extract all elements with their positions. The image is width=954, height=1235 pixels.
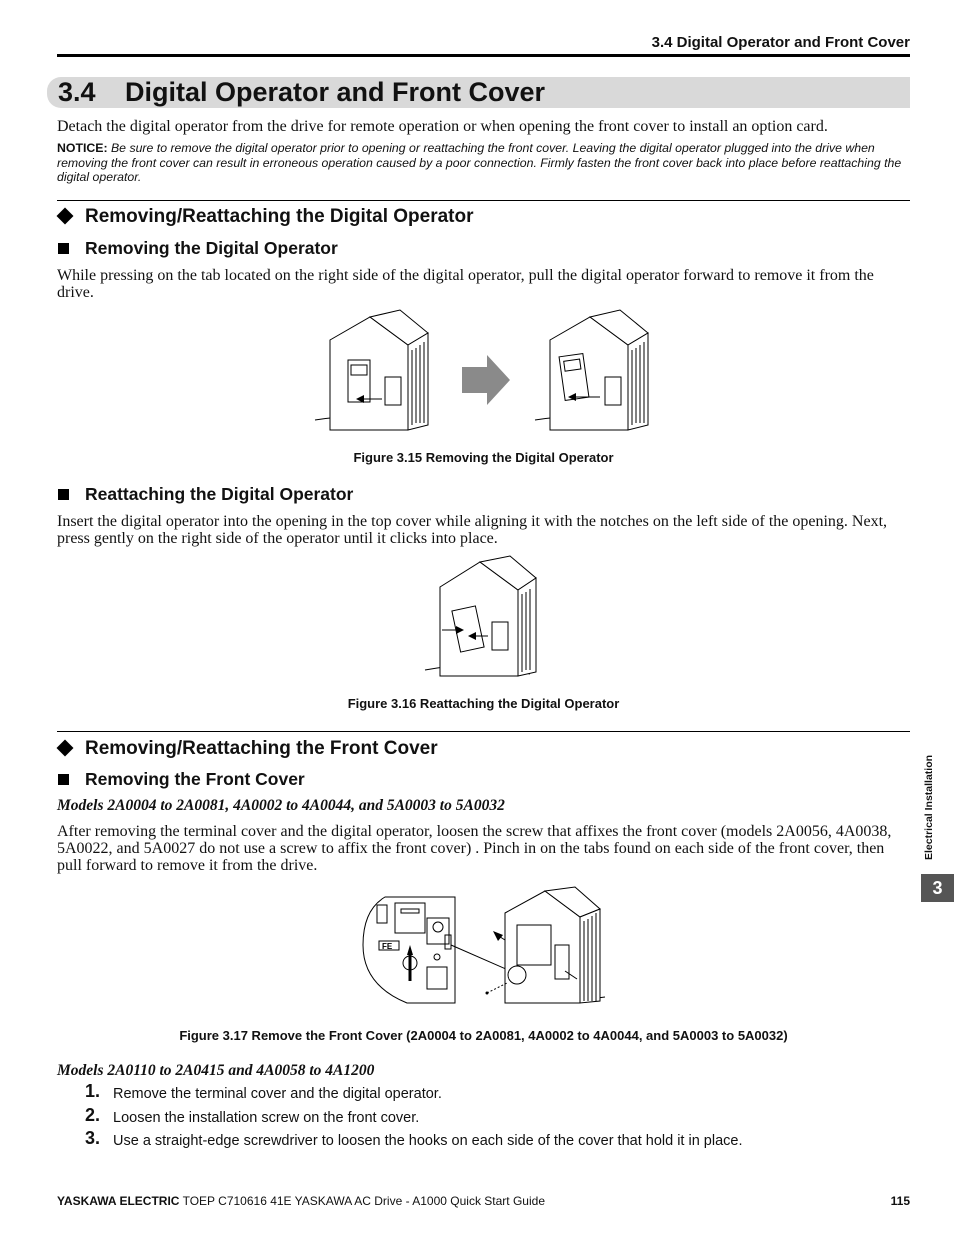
heading-removing-cover bbox=[57, 769, 305, 789]
square-bullet-icon bbox=[58, 774, 69, 785]
square-bullet-icon bbox=[58, 243, 69, 254]
removing-operator-paragraph: While pressing on the tab located on the right side of the digital operator, pull the digital operator forward to remove it from the drive. bbox=[57, 267, 874, 301]
step-item bbox=[85, 1128, 885, 1150]
step-item bbox=[85, 1081, 885, 1103]
figure-3-16-caption: Figure 3.16 Reattaching the Digital Operator bbox=[347, 696, 620, 711]
step-number: 3. bbox=[85, 1128, 101, 1148]
notice-text: Be sure to remove the digital operator prior to opening or reattaching the front cover. Leaving the digital operator plugged into the drive when removing the front cover can result in erroneous operation caused by a poor connection. Firmly fasten the front cover back into place before reattaching the digital operator. bbox=[57, 141, 902, 184]
heading-removing-reattaching-cover bbox=[57, 738, 438, 760]
drive-front-cover bbox=[486, 887, 606, 1003]
figure-3-15-illustration bbox=[310, 305, 660, 435]
step-number: 2. bbox=[85, 1105, 101, 1125]
heading-text: Removing the Front Cover bbox=[85, 769, 305, 789]
drive-before-removal bbox=[315, 310, 428, 430]
drive-after-removal bbox=[535, 310, 648, 430]
removing-cover-paragraph: After removing the terminal cover and the digital operator, loosen the screw that affixes the front cover (models 2A0056, 4A0038, 5A0022, and 5A0027 do not use a screw to affix the front cover) . Pinch in on the tabs found on each side of the front cover, then pull forward to remove it from the drive. bbox=[57, 823, 892, 874]
diamond-bullet-icon bbox=[57, 207, 74, 224]
header-rule bbox=[57, 54, 910, 57]
figure-3-16-illustration bbox=[420, 552, 540, 682]
heading-text: Removing the Digital Operator bbox=[85, 238, 338, 258]
page-number: 115 bbox=[890, 1194, 910, 1208]
side-tab-label: Electrical Installation bbox=[923, 754, 935, 860]
cover-detail-inset bbox=[363, 897, 455, 1003]
heading-text: Removing/Reattaching the Front Cover bbox=[85, 738, 438, 759]
section-title bbox=[58, 77, 545, 108]
diamond-bullet-icon bbox=[57, 739, 74, 756]
page-footer bbox=[57, 1194, 910, 1208]
heading-reattaching-operator bbox=[57, 484, 353, 504]
figure-3-17-illustration bbox=[355, 885, 615, 1010]
step-text: Remove the terminal cover and the digital operator. bbox=[113, 1086, 442, 1102]
models-heading-a: Models 2A0004 to 2A0081, 4A0002 to 4A0044, and 5A0003 to 5A0032 bbox=[57, 797, 505, 814]
step-item bbox=[85, 1105, 885, 1127]
heading-text: Reattaching the Digital Operator bbox=[85, 484, 354, 504]
arrow-right-icon bbox=[462, 355, 510, 405]
chapter-number-tab: 3 bbox=[921, 874, 954, 902]
square-bullet-icon bbox=[58, 489, 69, 500]
step-text: Loosen the installation screw on the front cover. bbox=[113, 1110, 420, 1126]
heading-text: Removing/Reattaching the Digital Operator bbox=[85, 206, 474, 227]
step-text: Use a straight-edge screwdriver to loosen the hooks on each side of the cover that hold it in place. bbox=[113, 1133, 743, 1149]
footer-brand: YASKAWA ELECTRIC bbox=[57, 1194, 180, 1208]
intro-paragraph: Detach the digital operator from the drive for remote operation or when opening the front cover to install an option card. bbox=[57, 118, 828, 135]
heading-removing-operator bbox=[57, 238, 338, 258]
reattaching-operator-paragraph: Insert the digital operator into the opening in the top cover while aligning it with the notches on the left side of the opening. Next, press gently on the right side of the operator until it clicks into place. bbox=[57, 513, 888, 547]
notice bbox=[57, 141, 912, 185]
section-title-text: Digital Operator and Front Cover bbox=[125, 77, 546, 107]
figure-3-17-caption: Figure 3.17 Remove the Front Cover (2A0004 to 2A0081, 4A0002 to 4A0044, and 5A0003 to 5A0032) bbox=[179, 1028, 788, 1043]
divider-2 bbox=[57, 731, 910, 732]
section-number: 3.4 bbox=[58, 77, 96, 107]
heading-removing-reattaching-operator bbox=[57, 206, 474, 228]
models-heading-b: Models 2A0110 to 2A0415 and 4A0058 to 4A1200 bbox=[57, 1062, 375, 1079]
running-header: 3.4 Digital Operator and Front Cover bbox=[651, 34, 910, 51]
divider-1 bbox=[57, 200, 910, 201]
fe-label: FE bbox=[382, 942, 393, 951]
footer-document: TOEP C710616 41E YASKAWA AC Drive - A1000 Quick Start Guide bbox=[179, 1194, 545, 1208]
notice-label: NOTICE: bbox=[57, 141, 108, 155]
figure-3-15-caption: Figure 3.15 Removing the Digital Operator bbox=[353, 450, 614, 465]
step-number: 1. bbox=[85, 1081, 101, 1101]
